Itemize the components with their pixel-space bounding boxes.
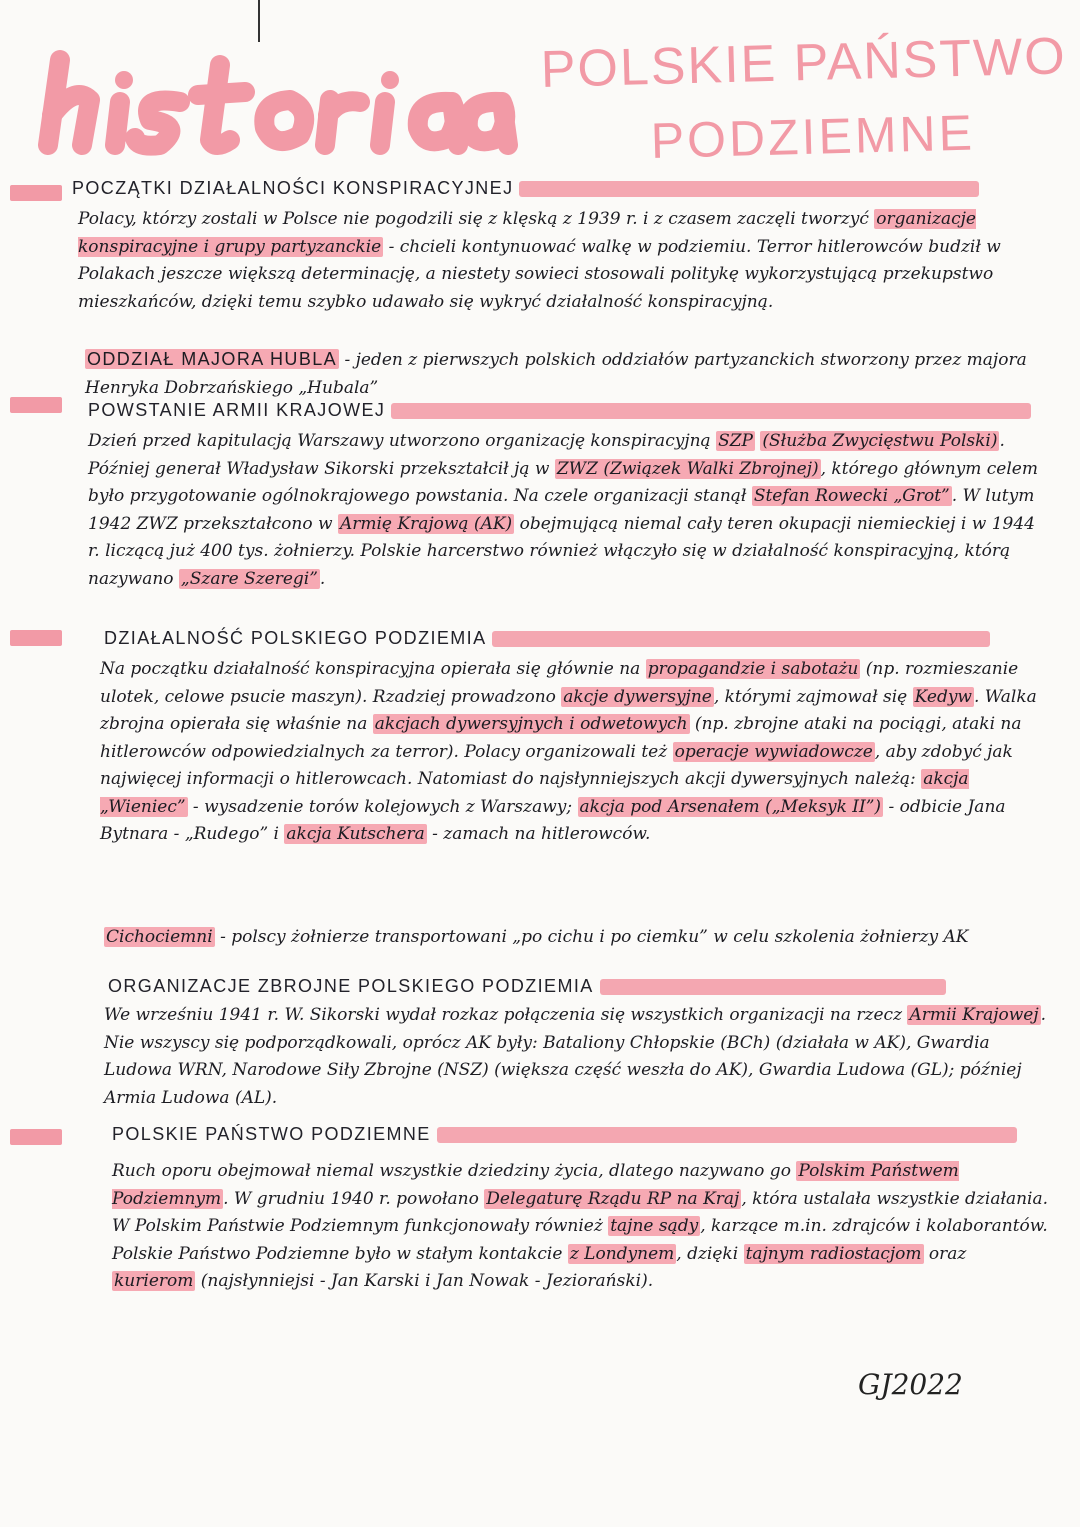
cichociemni-definition: Cichociemni - polscy żołnierze transportowani „po cichu i po ciemku” w celu szkolenia żołnierzy AK [106, 927, 969, 947]
highlight: ZWZ (Związek Walki Zbrojnej) [556, 458, 819, 479]
historia-logo [20, 40, 540, 160]
section-heading: POCZĄTKI DZIAŁALNOŚCI KONSPIRACYJNEJ [72, 178, 514, 198]
highlight: akcje dywersyjne [563, 686, 712, 707]
highlight: akcja Kutschera [286, 824, 425, 844]
highlight: Armię Krajową (AK) [339, 513, 513, 534]
section-heading: ORGANIZACJE ZBROJNE POLSKIEGO PODZIEMIA [108, 976, 594, 996]
highlight: Polskim Państwem Podziemnym [112, 1161, 959, 1209]
section-heading-row [104, 628, 990, 649]
highlight: operacje wywiadowcze [674, 741, 873, 762]
highlight: Stefan Rowecki „Grot” [753, 486, 950, 506]
highlight: „Szare Szeregi” [180, 568, 318, 589]
highlight: z Londynem [569, 1243, 675, 1264]
heading-highlight [437, 1127, 1017, 1143]
section-marker [10, 185, 62, 201]
section-heading: POLSKIE PAŃSTWO PODZIEMNE [112, 1124, 431, 1144]
section-heading: ODDZIAŁ MAJORA HUBLA [87, 349, 338, 369]
highlight: kurierom [114, 1271, 194, 1291]
highlight: Kedyw [914, 686, 972, 707]
section-text: Ruch oporu obejmował niemal wszystkie dziedziny życia, dlatego nazywano go Polskim Państwem Podziemnym . W grudniu 1940 r. powołano Delegaturę Rządu RP na Kraj , która ustalała wszystkie działania. W Polskim Państwie Podziemnym funkcjonowały również tajne sądy , karzące m.in. zdrajców i kolaborantów. Polskie Państwo Podziemne było w stałym kontakcie z Londynem , dzięki tajnym radiostacjom oraz kurierom (najsłynniejsi - Jan Karski i Jan Nowak - Jeziorański). [112, 1161, 1049, 1291]
page-edge-line [258, 0, 260, 42]
highlight: SZP [718, 431, 753, 451]
section-heading: DZIAŁALNOŚĆ POLSKIEGO PODZIEMIA [104, 628, 487, 648]
section-marker [10, 397, 62, 413]
highlight: akcjach dywersyjnych i odwetowych [374, 714, 688, 734]
heading-highlight [519, 181, 979, 197]
section-text: We wrześniu 1941 r. W. Sikorski wydał rozkaz połączenia się wszystkich organizacji na rzecz Armii Krajowej . Nie wszyscy się podporządkowali, oprócz AK były: Bataliony Chłopskie (BCh) (działała w AK), Gwardia Ludowa WRN, Narodowe Siły Zbrojne (NSZ) (większa część weszła do AK), Gwardia Ludowa (GL); później Armia Ludowa (AL). [104, 1005, 1046, 1108]
section-heading-row [108, 976, 946, 997]
highlight: (Służba Zwycięstwu Polski) [762, 431, 998, 451]
hubal-text: ODDZIAŁ MAJORA HUBLA - jeden z pierwszych polskich oddziałów partyzanckich stworzony przez majora Henryka Dobrzańskiego „Hubala” [85, 349, 1027, 398]
section-heading-row [112, 1124, 1017, 1145]
section-heading: POWSTANIE ARMII KRAJOWEJ [88, 400, 386, 420]
section-text: Polacy, którzy zostali w Polsce nie pogodzili się z klęską z 1939 r. i z czasem zaczęli tworzyć organizacje konspiracyjne i grupy partyzanckie - chcieli kontynuować walkę w podziemiu. Terror hitlerowców budził w Polakach jeszcze większą determinację, a niestety sowieci stosowali politykę wykorzystującą przekupstwo mieszkańców, dzięki temu szybko udawało się wykryć działalność konspiracyjną. [78, 209, 1001, 312]
section-marker [10, 1129, 62, 1145]
highlight: tajnym radiostacjom [745, 1243, 922, 1264]
page-subtitle: PODZIEMNE [650, 104, 976, 169]
highlight: Delegaturę Rządu RP na Kraj [486, 1188, 740, 1209]
section-marker [10, 630, 62, 646]
section-text: Dzień przed kapitulacją Warszawy utworzono organizację konspiracyjną SZP (Służba Zwycięstwu Polski) . Później generał Władysław Sikorski przekształcił ją w ZWZ (Związek Walki Zbrojnej) , którego głównym celem było przygotowanie ogólnokrajowego powstania. Na czele organizacji stanął Stefan Rowecki „Grot” . W lutym 1942 ZWZ przekształcono w Armię Krajową (AK) obejmującą niemal cały teren okupacji niemieckiej i w 1944 r. liczącą już 400 tys. żołnierzy. Polskie harcerstwo również włączyło się w działalność konspiracyjną, którą nazywano „Szare Szeregi” . [88, 431, 1038, 589]
heading-highlight [600, 979, 946, 995]
section-heading-row [72, 178, 979, 199]
highlight: Armii Krajowej [909, 1005, 1039, 1025]
term: Cichociemni [106, 927, 213, 947]
highlight: tajne sądy [610, 1216, 699, 1236]
section-heading-row [88, 400, 1031, 421]
heading-highlight [492, 631, 990, 647]
section-text: Na początku działalność konspiracyjna opierała się głównie na propagandzie i sabotażu (np. rozmieszanie ulotek, celowe psucie maszyn). Rzadziej prowadzono akcje dywersyjne , którymi zajmował się Kedyw . Walka zbrojna opierała się właśnie na akcjach dywersyjnych i odwetowych (np. zbrojne ataki na pociągi, ataki na hitlerowców odpowiedzialnych za terror). Polacy organizowali też operacje wywiadowcze , aby zdobyć jak najwięcej informacji o hitlerowcach. Natomiast do najsłynniejszych akcji dywersyjnych należą: akcja „Wieniec” - wysadzenie torów kolejowych z Warszawy; akcja pod Arsenałem („Meksyk II”) - odbicie Jana Bytnara - „Rudego” i akcja Kutschera - zamach na hitlerowców. [100, 659, 1037, 844]
page-title: POLSKIE PAŃSTWO [540, 27, 1068, 99]
signature: GJ2022 [858, 1368, 963, 1401]
highlight: akcja pod Arsenałem („Meksyk II”) [579, 796, 882, 817]
highlight: organizacje konspiracyjne i grupy partyzanckie [78, 209, 976, 257]
heading-highlight [391, 403, 1031, 419]
highlight: akcja „Wieniec” [100, 769, 969, 817]
highlight: propagandzie i sabotażu [647, 659, 859, 679]
